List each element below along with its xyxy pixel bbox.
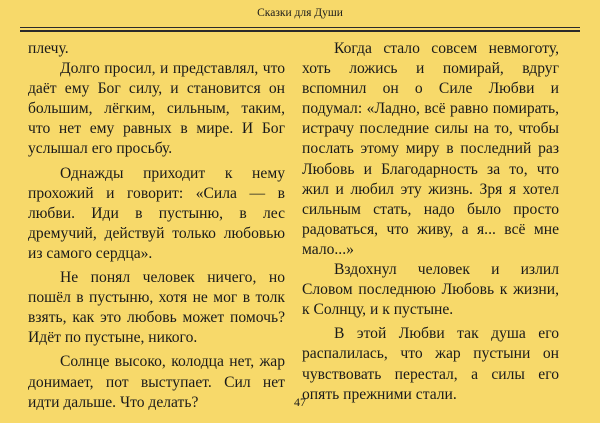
- paragraph: Однажды приходит к нему прохожий и говорит: «Сила — в любви. Иди в пустыню, в лес дремучий, действуй только любовью из самого сердца».: [28, 164, 285, 262]
- paragraph: В этой Любви так душа его распалилась, что жар пустыни он чувствовать перестал, а силы его опять прежними стали.: [302, 325, 559, 403]
- left-column: [28, 39, 285, 413]
- paragraph: Когда стало совсем невмоготу, хоть ложись и помирай, вдруг вспомнил он о Силе Любви и подумал: «Ладно, всё равно помирать, истрачу последние силы на то, чтобы послать этому миру в последний раз Любовь и Благодарность за то, что жил и любил эту жизнь. Зря я хотел сильным стать, надо было просто радоваться, что живу, а я... всё мне мало...»: [302, 40, 559, 258]
- paragraph: Не понял человек ничего, но пошёл в пустыню, хотя не мог в толк взять, как это любовь может помочь? Идёт по пустыне, никого.: [28, 269, 285, 347]
- header-rule-thick: [20, 30, 580, 32]
- paragraph: плечу.: [28, 40, 69, 57]
- right-column: [302, 39, 559, 405]
- paragraph: Долго просил, и представлял, что даёт ему Бог силу, и становится он большим, лёгким, сильным, таким, что нет ему равных в мире. И Бог услышал его просьбу.: [28, 60, 285, 158]
- header-rule-thin: [20, 27, 580, 28]
- paragraph: Вздохнул человек и излил Словом последнюю Любовь к жизни, к Солнцу, и к пустыне.: [302, 261, 559, 319]
- paragraph: Солнце высоко, колодца нет, жар донимает, пот выступает. Сил нет идти дальше. Что делать?: [28, 353, 285, 411]
- running-header: Сказки для Души: [257, 7, 343, 19]
- page-number: 47: [294, 395, 306, 409]
